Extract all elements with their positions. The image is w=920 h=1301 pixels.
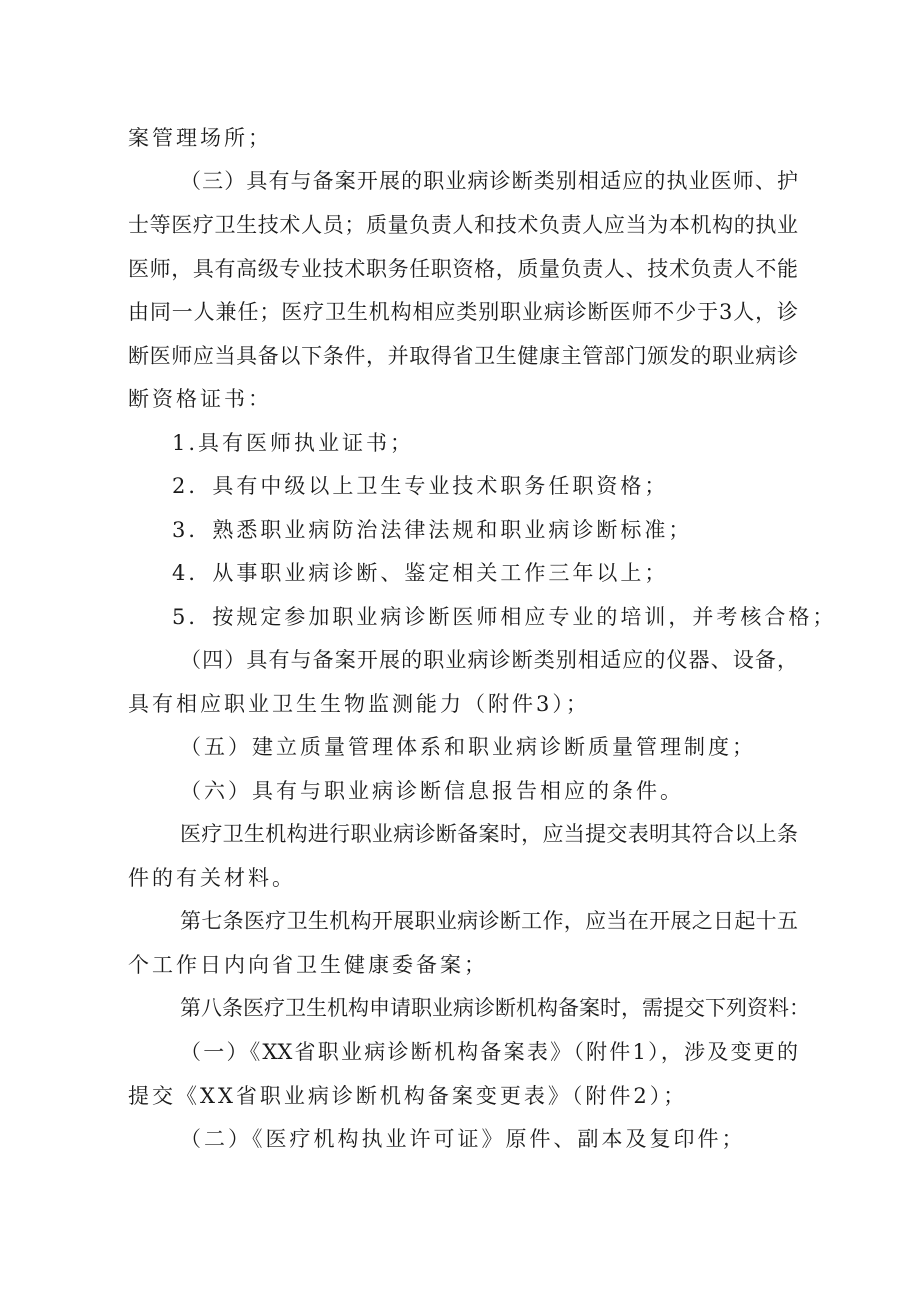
text-line-22: （一）《XX省职业病诊断机构备案表》（附件1），涉及变更的 [180, 1040, 798, 1064]
text-line-8: 1.具有医师执业证书； [172, 431, 415, 455]
text-line-7: 断资格证书： [128, 387, 272, 411]
text-line-21: 第八条医疗卫生机构申请职业病诊断机构备案时，需提交下列资料： [180, 996, 810, 1020]
text-line-17: 医疗卫生机构进行职业病诊断备案时，应当提交表明其符合以上条 [180, 822, 798, 846]
text-line-19: 第七条医疗卫生机构开展职业病诊断工作，应当在开展之日起十五 [180, 909, 798, 933]
text-line-6: 断医师应当具备以下条件，并取得省卫生健康主管部门颁发的职业病诊 [128, 344, 798, 368]
text-line-14: 具有相应职业卫生生物监测能力（附件3）； [128, 692, 590, 716]
text-line-18: 件的有关材料。 [128, 866, 296, 890]
text-line-5: 由同一人兼任；医疗卫生机构相应类别职业病诊断医师不少于3人，诊 [128, 300, 798, 324]
text-line-20: 个工作日内向省卫生健康委备案； [128, 953, 488, 977]
text-line-24: （二）《医疗机构执业许可证》原件、副本及复印件； [180, 1127, 746, 1151]
text-line-12: 5．按规定参加职业病诊断医师相应专业的培训，并考核合格； [172, 605, 837, 629]
text-line-16: （六）具有与职业病诊断信息报告相应的条件。 [180, 779, 684, 803]
text-line-15: （五）建立质量管理体系和职业病诊断质量管理制度； [180, 735, 756, 759]
text-line-10: 3．熟悉职业病防治法律法规和职业病诊断标准； [172, 518, 693, 542]
text-line-4: 医师，具有高级专业技术职务任职资格，质量负责人、技术负责人不能 [128, 257, 798, 281]
text-line-2: （三）具有与备案开展的职业病诊断类别相适应的执业医师、护 [180, 169, 798, 193]
text-line-1: 案管理场所； [128, 126, 272, 150]
text-line-11: 4．从事职业病诊断、鉴定相关工作三年以上； [172, 561, 669, 585]
text-line-13: （四）具有与备案开展的职业病诊断类别相适应的仪器、设备， [180, 648, 798, 672]
text-line-9: 2．具有中级以上卫生专业技术职务任职资格； [172, 474, 669, 498]
text-line-23: 提交《XX省职业病诊断机构备案变更表》（附件2）； [128, 1084, 688, 1108]
text-line-3: 士等医疗卫生技术人员；质量负责人和技术负责人应当为本机构的执业 [128, 213, 798, 237]
